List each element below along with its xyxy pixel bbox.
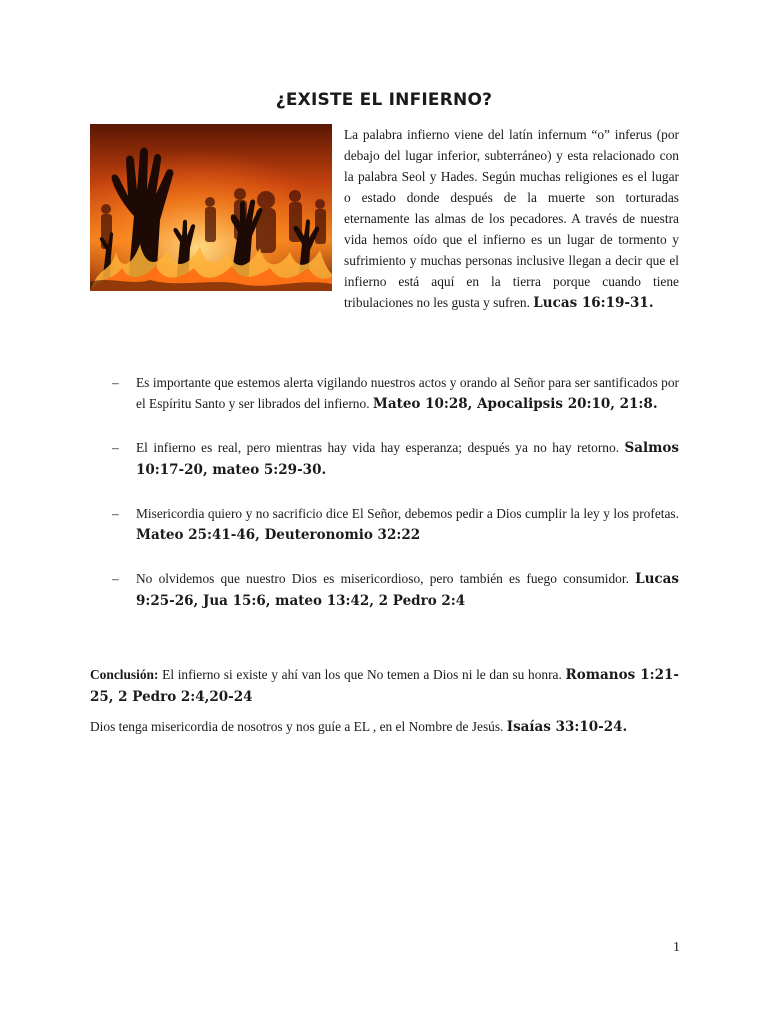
list-item-text: Es importante que estemos alerta vigilando nuestros actos y orando al Señor para ser santificados por el Espíritu Santo y ser librados del infierno.: [136, 375, 679, 411]
bullet-dash: –: [112, 440, 119, 455]
conclusion-reference: Romanos 1:21-25, 2 Pedro 2:4,20-24: [90, 667, 679, 705]
conclusion-paragraph: [90, 664, 679, 708]
bullet-dash: –: [112, 571, 119, 586]
bullet-dash: –: [112, 375, 119, 390]
list-item-text: No olvidemos que nuestro Dios es misericordioso, pero también es fuego consumidor.: [136, 571, 636, 586]
bullet-dash: –: [112, 506, 119, 521]
list-item-reference: Mateo 25:41-46, Deuteronomio 32:22: [136, 527, 421, 543]
list-item-text: Misericordia quiero y no sacrificio dice El Señor, debemos pedir a Dios cumplir la ley y los profetas.: [136, 506, 679, 521]
list-item-reference: Mateo 10:28, Apocalipsis 20:10, 21:8.: [372, 396, 658, 412]
conclusion-label: Conclusión:: [90, 667, 159, 682]
page-title: ¿EXISTE EL INFIERNO?: [275, 90, 493, 110]
page-number: 1: [673, 940, 680, 955]
closing-paragraph: [90, 716, 679, 738]
intro-bible-reference: Lucas 16:19-31.: [533, 295, 654, 311]
closing-reference: Isaías 33:10-24.: [506, 719, 628, 735]
image-text-wrap-space: [90, 124, 344, 312]
list-item-reference: Lucas 9:25-26, Jua 15:6, mateo 13:42, 2 Pedro 2:4: [136, 571, 679, 609]
intro-text: La palabra infierno viene del latín infernum “o” inferus (por debajo del lugar inferior, subterráneo) y esta relacionado con la palabra Seol y Hades. Según muchas religiones es el lugar o estado donde después de la muerte son torturadas eternamente las almas de los pecadores. A través de nuestra vida hemos oído que el infierno es un lugar de tormento y sufrimiento y muchas personas inclusive llegan a decir que el infierno está aquí en la tierra porque cuando tiene tribulaciones no les gusta y sufren.: [344, 127, 679, 310]
list-item-text: El infierno es real, pero mientras hay vida hay esperanza; después ya no hay retorno.: [136, 440, 625, 455]
list-item: [112, 568, 679, 612]
conclusion-text: El infierno si existe y ahí van los que No temen a Dios ni le dan su honra.: [158, 667, 566, 682]
closing-text: Dios tenga misericordia de nosotros y nos guíe a EL , en el Nombre de Jesús.: [90, 719, 507, 734]
intro-paragraph: [90, 124, 679, 314]
list-item-reference: Salmos 10:17-20, mateo 5:29-30.: [136, 440, 679, 478]
bullet-list: [112, 372, 679, 634]
list-item: [112, 372, 679, 415]
list-item: [112, 503, 679, 546]
list-item: [112, 437, 679, 481]
